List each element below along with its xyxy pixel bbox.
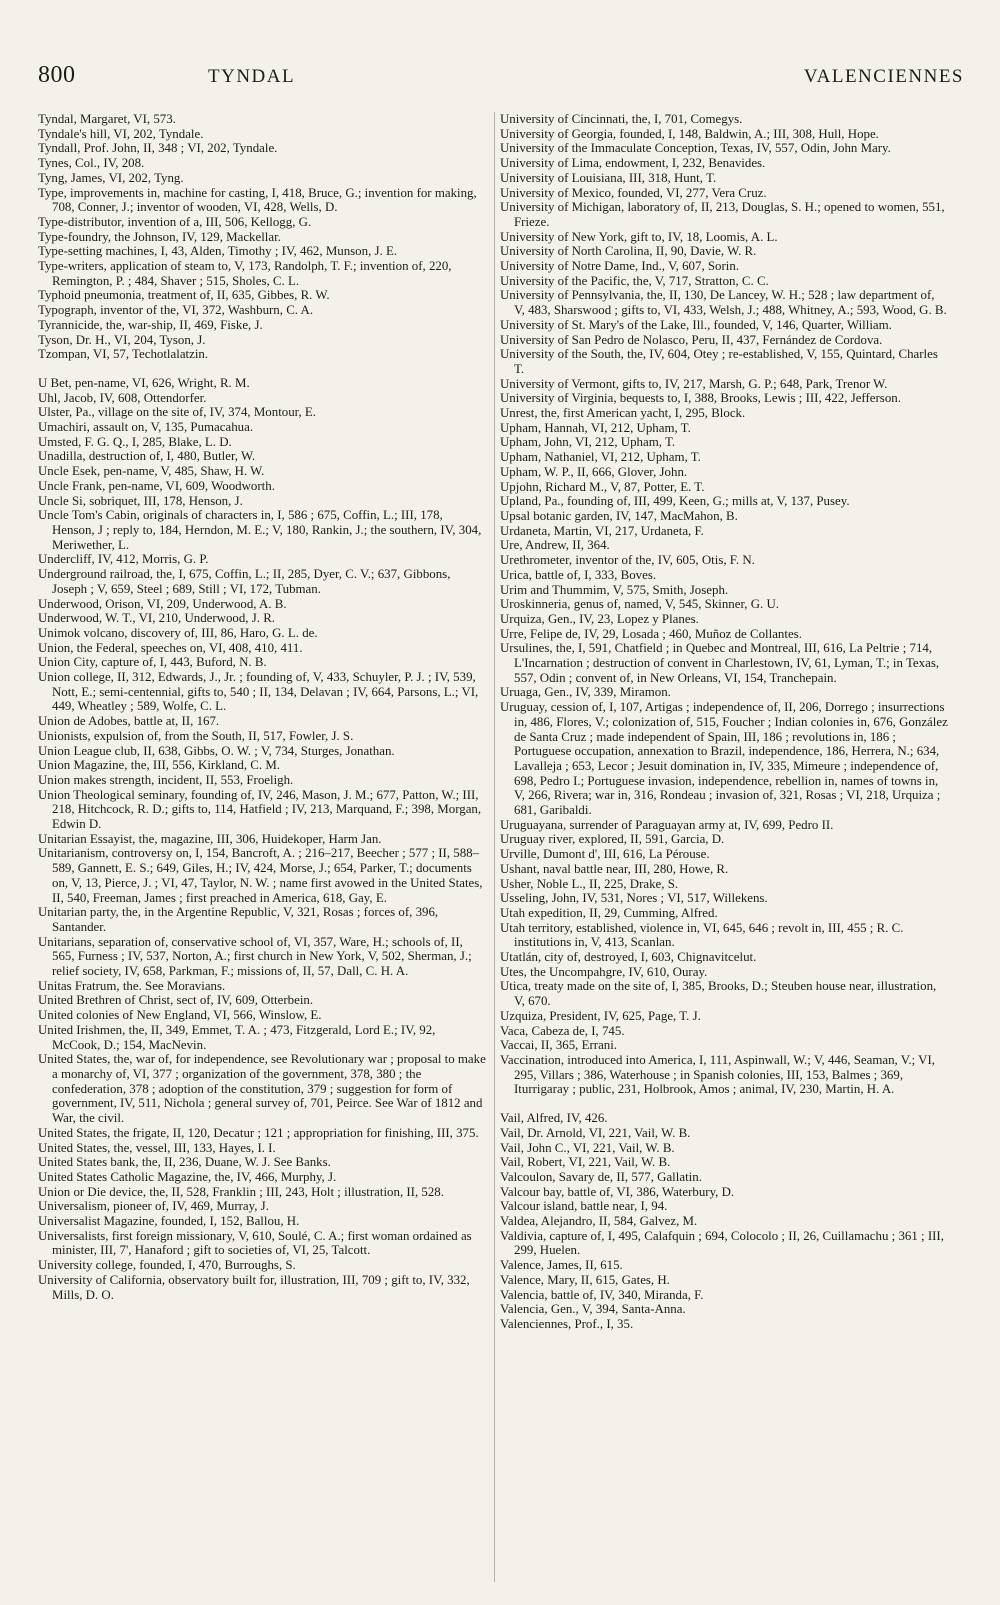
- index-entry: Urville, Dumont d', III, 616, La Pérouse.: [500, 847, 710, 862]
- index-entry: Utatlán, city of, destroyed, I, 603, Chignavitcelut.: [500, 950, 757, 965]
- index-entry: Uroskinneria, genus of, named, V, 545, Skinner, G. U.: [500, 597, 779, 612]
- index-entry: Vail, Robert, VI, 221, Vail, W. B.: [500, 1155, 671, 1170]
- index-entry: University of Virginia, bequests to, I, 388, Brooks, Lewis ; III, 422, Jefferson.: [500, 391, 901, 406]
- index-entry: United Brethren of Christ, sect of, IV, 609, Otterbein.: [38, 993, 314, 1008]
- index-entry: Uncle Si, sobriquet, III, 178, Henson, J.: [38, 493, 243, 508]
- index-entry: Vail, Dr. Arnold, VI, 221, Vail, W. B.: [500, 1125, 691, 1140]
- index-entry: Uruguay river, explored, II, 591, Garcia, D.: [500, 832, 725, 847]
- index-entry: United States, the frigate, II, 120, Decatur ; 121 ; appropriation for finishing, III, 375.: [38, 1125, 479, 1140]
- index-entry: Utes, the Uncompahgre, IV, 610, Ouray.: [500, 964, 708, 979]
- index-entry: Utica, treaty made on the site of, I, 385, Brooks, D.; Steuben house near, illustration, V, 670.: [500, 979, 937, 1009]
- index-entry: Valdivia, capture of, I, 495, Calafquin ; 694, Colocolo ; II, 26, Cuillamachu ; 361 ; III, 299, Huelen.: [500, 1228, 944, 1258]
- index-entry: Umsted, F. G. Q., I, 285, Blake, L. D.: [38, 434, 232, 449]
- index-column-left: [38, 112, 486, 1302]
- index-entry: Underwood, Orison, VI, 209, Underwood, A. B.: [38, 596, 287, 611]
- index-entry: University of San Pedro de Nolasco, Peru, II, 437, Fernández de Cordova.: [500, 332, 883, 347]
- index-entry: Urdaneta, Martin, VI, 217, Urdaneta, F.: [500, 523, 704, 538]
- index-entry: Union League club, II, 638, Gibbs, O. W. ; V, 734, Sturges, Jonathan.: [38, 743, 395, 758]
- index-entry: Usher, Noble L., II, 225, Drake, S.: [500, 876, 679, 891]
- index-entry: Tyndal, Margaret, VI, 573.: [38, 112, 176, 126]
- index-entry: Underground railroad, the, I, 675, Coffin, L.; II, 285, Dyer, C. V.; 637, Gibbons, Joseph ; V, 659, Steel ; 689, Still ; VI, 172, Tubman.: [38, 567, 451, 596]
- index-entry: Type-distributor, invention of a, III, 506, Kellogg, G.: [38, 214, 312, 229]
- index-entry: University of the Pacific, the, V, 717, Stratton, C. C.: [500, 273, 769, 288]
- index-entry: University of St. Mary's of the Lake, Ill., founded, V, 146, Quarter, William.: [500, 317, 892, 332]
- index-entry: University of the South, the, IV, 604, Otey ; re-established, V, 155, Quintard, Charles T.: [500, 347, 938, 376]
- index-entry: Vail, Alfred, IV, 426.: [500, 1111, 608, 1126]
- index-entry: Ure, Andrew, II, 364.: [500, 538, 610, 553]
- index-entry: Union City, capture of, I, 443, Buford, N. B.: [38, 655, 267, 670]
- index-entry: Union, the Federal, speeches on, VI, 408, 410, 411.: [38, 640, 303, 655]
- index-entry: Urica, battle of, I, 333, Boves.: [500, 567, 657, 582]
- index-entry: United colonies of New England, VI, 566, Winslow, E.: [38, 1008, 322, 1023]
- running-head-left: TYNDAL: [208, 66, 296, 87]
- index-entry: Union de Adobes, battle at, II, 167.: [38, 714, 220, 729]
- index-entry: University of Notre Dame, Ind., V, 607, Sorin.: [500, 259, 740, 274]
- index-entry: Type-foundry, the Johnson, IV, 129, Mackellar.: [38, 229, 281, 244]
- index-entry: Valencia, Gen., V, 394, Santa-Anna.: [500, 1302, 686, 1317]
- index-entry: University of Louisiana, III, 318, Hunt, T.: [500, 170, 717, 185]
- index-entry: U Bet, pen-name, VI, 626, Wright, R. M.: [38, 375, 250, 390]
- column-divider: [494, 112, 495, 1582]
- index-entry: United States Catholic Magazine, the, IV, 466, Murphy, J.: [38, 1169, 337, 1184]
- index-entry: Valence, James, II, 615.: [500, 1258, 623, 1273]
- index-entry: United States bank, the, II, 236, Duane, W. J. See Banks.: [38, 1155, 331, 1170]
- index-entry: University of Michigan, laboratory of, II, 213, Douglas, S. H.; opened to women, 551, Frieze.: [500, 200, 945, 229]
- index-entry: Unrest, the, first American yacht, I, 295, Block.: [500, 406, 746, 421]
- index-entry: Unitarianism, controversy on, I, 154, Bancroft, A. ; 216–217, Beecher ; 577 ; II, 588–589, Gannett, E. S.; 649, Giles, H.; IV, 424, Morse, J.; 654, Parker, T.; documents on, V, 13, Pierce, J. ; VI, 47, Taylor, N. W. ; name first avowed in the United States, II, 540, Freeman, James ; first preached in America, 618, Gay, E.: [38, 846, 483, 905]
- index-entry: Tyng, James, VI, 202, Tyng.: [38, 170, 184, 185]
- index-entry: Universalists, first foreign missionary, V, 610, Soulé, C. A.; first woman ordained as minister, III, 7', Hanaford ; gift to societies of, VI, 25, Talcott.: [38, 1228, 472, 1258]
- index-entry: Uncle Tom's Cabin, originals of characters in, I, 586 ; 675, Coffin, L.; III, 178, Henson, J ; reply to, 184, Herndon, M. E.; V, 180, Rankin, J.; the southern, IV, 304, Meriwether, L.: [38, 508, 482, 552]
- index-entry: Union makes strength, incident, II, 553, Froeligh.: [38, 772, 294, 787]
- index-entry: Upham, Hannah, VI, 212, Upham, T.: [500, 420, 691, 435]
- index-entry: Umachiri, assault on, V, 135, Pumacahua.: [38, 420, 254, 435]
- index-entry: United Irishmen, the, II, 349, Emmet, T. A. ; 473, Fitzgerald, Lord E.; IV, 92, McCook, D.; 154, MacNevin.: [38, 1022, 436, 1052]
- index-entry: Union Theological seminary, founding of, IV, 246, Mason, J. M.; 677, Patton, W.; III, 218, Hitchcock, R. D.; gifts to, 114, Hatfield ; IV, 213, Marquand, F.; 398, Morgan, Edwin D.: [38, 787, 482, 832]
- page-number: 800: [38, 62, 76, 88]
- index-entry: Unimok volcano, discovery of, III, 86, Haro, G. L. de.: [38, 625, 318, 640]
- index-entry: Vaccination, introduced into America, I, 111, Aspinwall, W.; V, 446, Seaman, V.; VI, 295, Villars ; 386, Waterhouse ; in Spanish colonies, III, 153, Balmes ; 369, Iturrigaray ; public, 231, Holbrook, Amos ; animal, IV, 230, Martin, H. A.: [500, 1053, 936, 1097]
- index-entry: University of Vermont, gifts to, IV, 217, Marsh, G. P.; 648, Park, Trenor W.: [500, 376, 888, 391]
- index-entry: University of North Carolina, II, 90, Davie, W. R.: [500, 244, 757, 259]
- index-entry: Typograph, inventor of the, VI, 372, Washburn, C. A.: [38, 303, 314, 318]
- index-entry: Upjohn, Richard M., V, 87, Potter, E. T.: [500, 479, 705, 494]
- index-entry: Vaca, Cabeza de, I, 745.: [500, 1023, 625, 1038]
- index-entry: Unionists, expulsion of, from the South, II, 517, Fowler, J. S.: [38, 728, 354, 743]
- index-entry: Upland, Pa., founding of, III, 499, Keen, G.; mills at, V, 137, Pusey.: [500, 494, 850, 509]
- index-entry: Urre, Felipe de, IV, 29, Losada ; 460, Muñoz de Collantes.: [500, 626, 802, 641]
- index-entry: United States, the, vessel, III, 133, Hayes, I. I.: [38, 1140, 276, 1155]
- index-entry: Upham, Nathaniel, VI, 212, Upham, T.: [500, 450, 701, 465]
- index-column-right: [500, 112, 948, 1332]
- page-header: [38, 62, 964, 96]
- index-entry: University of New York, gift to, IV, 18, Loomis, A. L.: [500, 229, 778, 244]
- index-entry: Tzompan, VI, 57, Techotlalatzin.: [38, 347, 209, 362]
- index-entry: Ulster, Pa., village on the site of, IV, 374, Montour, E.: [38, 405, 316, 420]
- index-entry: Valcoulon, Savary de, II, 577, Gallatin.: [500, 1169, 702, 1184]
- index-entry: Urquiza, Gen., IV, 23, Lopez y Planes.: [500, 611, 699, 626]
- index-entry: Unadilla, destruction of, I, 480, Butler, W.: [38, 449, 256, 464]
- index-entry: Unitas Fratrum, the. See Moravians.: [38, 978, 226, 993]
- index-entry: Usseling, John, IV, 531, Nores ; VI, 517, Willekens.: [500, 891, 768, 906]
- index-entry: Uruguay, cession of, I, 107, Artigas ; independence of, II, 206, Dorrego ; insurrections in, 486, Flores, V.; colonization of, 515, Foucher ; Indian colonies in, 676, González de Santa Cruz ; made independent of Spain, III, 186 ; revolutions in, 186 ; Portuguese occupation, annexation to Brazil, independence, 186, Herrera, N.; 634, Lavalleja ; 653, Lecor ; Jesuit domination in, IV, 335, Mimeure ; independence of, 698, Pedro I.; Portuguese invasion, independence, rebellion in, names of towns in, V, 266, Rivera; war in, 316, Rondeau ; invasion of, 321, Rosas ; VI, 218, Urquiza ; 681, Garibaldi.: [500, 700, 948, 818]
- index-entry: University of California, observatory built for, illustration, III, 709 ; gift to, IV, 332, Mills, D. O.: [38, 1272, 470, 1302]
- index-entry: Upham, John, VI, 212, Upham, T.: [500, 435, 676, 450]
- index-entry: Union college, II, 312, Edwards, J., Jr. ; founding of, V, 433, Schuyler, P. J. ; IV, 539, Nott, E.; semi-centennial, gifts to, 540 ; II, 134, Delavan ; IV, 664, Parsons, L.; VI, 449, Wheatley ; 589, Wolfe, C. L.: [38, 670, 479, 714]
- index-entry: Vaccai, II, 365, Errani.: [500, 1038, 618, 1053]
- index-entry: University of the Immaculate Conception, Texas, IV, 557, Odin, John Mary.: [500, 141, 891, 156]
- index-entry: Union Magazine, the, III, 556, Kirkland, C. M.: [38, 758, 281, 773]
- index-entry: University of Lima, endowment, I, 232, Benavides.: [500, 156, 766, 171]
- index-entry: Valdea, Alejandro, II, 584, Galvez, M.: [500, 1214, 698, 1229]
- index-entry: Utah territory, established, violence in, VI, 645, 646 ; revolt in, III, 455 ; R. C. institutions in, V, 413, Scanlan.: [500, 920, 904, 950]
- index-entry: Tyson, Dr. H., VI, 204, Tyson, J.: [38, 332, 206, 347]
- index-entry: Upham, W. P., II, 666, Glover, John.: [500, 464, 688, 479]
- index-entry: Upsal botanic garden, IV, 147, MacMahon, B.: [500, 508, 738, 523]
- index-entry: Uruguayana, surrender of Paraguayan army at, IV, 699, Pedro II.: [500, 817, 834, 832]
- index-entry: University of Georgia, founded, I, 148, Baldwin, A.; III, 308, Hull, Hope.: [500, 126, 879, 141]
- index-entry: Unitarians, separation of, conservative school of, VI, 357, Ware, H.; schools of, II, 565, Furness ; IV, 537, Norton, A.; first church in New York, V, 502, Sherman, J.; relief society, IV, 658, Parkman, F.; missions of, II, 57, Dall, C. H. A.: [38, 934, 472, 979]
- index-entry: Unitarian Essayist, the, magazine, III, 306, Huidekoper, Harm Jan.: [38, 831, 382, 846]
- index-entry: Undercliff, IV, 412, Morris, G. P.: [38, 552, 209, 567]
- index-entry: University of Mexico, founded, VI, 277, Vera Cruz.: [500, 185, 767, 200]
- index-entry: Tyndale's hill, VI, 202, Tyndale.: [38, 126, 204, 141]
- index-entry: Uhl, Jacob, IV, 608, Ottendorfer.: [38, 390, 207, 405]
- index-entry: University college, founded, I, 470, Burroughs, S.: [38, 1258, 296, 1273]
- index-entry: Tyrannicide, the, war-ship, II, 469, Fiske, J.: [38, 317, 263, 332]
- index-entry: Valcour bay, battle of, VI, 386, Waterbury, D.: [500, 1184, 735, 1199]
- index-entry: Valence, Mary, II, 615, Gates, H.: [500, 1272, 670, 1287]
- index-entry: Ursulines, the, I, 591, Chatfield ; in Quebec and Montreal, III, 616, La Peltrie ; 714, L'Incarnation ; destruction of convent in Charlestown, IV, 61, Lyman, T.; in Texas, 557, Odin ; convent of, in New Orleans, VI, 154, Tranchepain.: [500, 641, 940, 685]
- index-entry: Urim and Thummim, V, 575, Smith, Joseph.: [500, 582, 729, 597]
- index-entry: Tyndall, Prof. John, II, 348 ; VI, 202, Tyndale.: [38, 141, 278, 156]
- index-entry: Uncle Esek, pen-name, V, 485, Shaw, H. W.: [38, 464, 265, 479]
- index-entry: Union or Die device, the, II, 528, Franklin ; III, 243, Holt ; illustration, II, 528.: [38, 1184, 444, 1199]
- index-entry: Valcour island, battle near, I, 94.: [500, 1199, 668, 1214]
- index-entry: United States, the, war of, for independence, see Revolutionary war ; proposal to make a monarchy of, VI, 377 ; organization of the government, 378, 380 ; the confederation, 378 ; adoption of the constitution, 379 ; suggestion for form of government, IV, 511, Nichola ; general survey of, 701, Peirce. See War of 1812 and War, the civil.: [38, 1052, 486, 1126]
- running-head-right: VALENCIENNES: [803, 66, 964, 87]
- index-entry: Universalist Magazine, founded, I, 152, Ballou, H.: [38, 1214, 300, 1229]
- index-entry: University of Cincinnati, the, I, 701, Comegys.: [500, 112, 743, 126]
- index-entry: Type-setting machines, I, 43, Alden, Timothy ; IV, 462, Munson, J. E.: [38, 244, 398, 259]
- index-entry: Universalism, pioneer of, IV, 469, Murray, J.: [38, 1199, 269, 1214]
- index-entry: Utah expedition, II, 29, Cumming, Alfred.: [500, 905, 718, 920]
- index-entry: Ushant, naval battle near, III, 280, Howe, R.: [500, 861, 729, 876]
- index-entry: Unitarian party, the, in the Argentine Republic, V, 321, Rosas ; forces of, 396, Santander.: [38, 905, 439, 934]
- index-entry: University of Pennsylvania, the, II, 130, De Lancey, W. H.; 528 ; law department of, V, 483, Sharswood ; gifts to, VI, 433, Welsh, J.; 488, Whitney, A.; 593, Wood, G. B.: [500, 288, 947, 318]
- index-entry: Type-writers, application of steam to, V, 173, Randolph, T. F.; invention of, 220, Remington, P. ; 484, Shaver ; 515, Sholes, C. L.: [38, 259, 452, 288]
- index-entry: Type, improvements in, machine for casting, I, 418, Bruce, G.; invention for making, 708, Conner, J.; inventor of wooden, VI, 428, Wells, D.: [38, 185, 477, 215]
- index-entry: Uruaga, Gen., IV, 339, Miramon.: [500, 685, 671, 700]
- index-entry: Urethrometer, inventor of the, IV, 605, Otis, F. N.: [500, 553, 755, 568]
- index-entry: Uzquiza, President, IV, 625, Page, T. J.: [500, 1008, 701, 1023]
- index-entry: Typhoid pneumonia, treatment of, II, 635, Gibbes, R. W.: [38, 288, 330, 303]
- index-entry: Underwood, W. T., VI, 210, Underwood, J. R.: [38, 611, 276, 626]
- index-entry: Tynes, Col., IV, 208.: [38, 156, 145, 171]
- index-entry: Valencia, battle of, IV, 340, Miranda, F.: [500, 1287, 704, 1302]
- index-entry: Valenciennes, Prof., I, 35.: [500, 1316, 634, 1331]
- index-entry: Uncle Frank, pen-name, VI, 609, Woodworth.: [38, 478, 275, 493]
- index-entry: Vail, John C., VI, 221, Vail, W. B.: [500, 1140, 675, 1155]
